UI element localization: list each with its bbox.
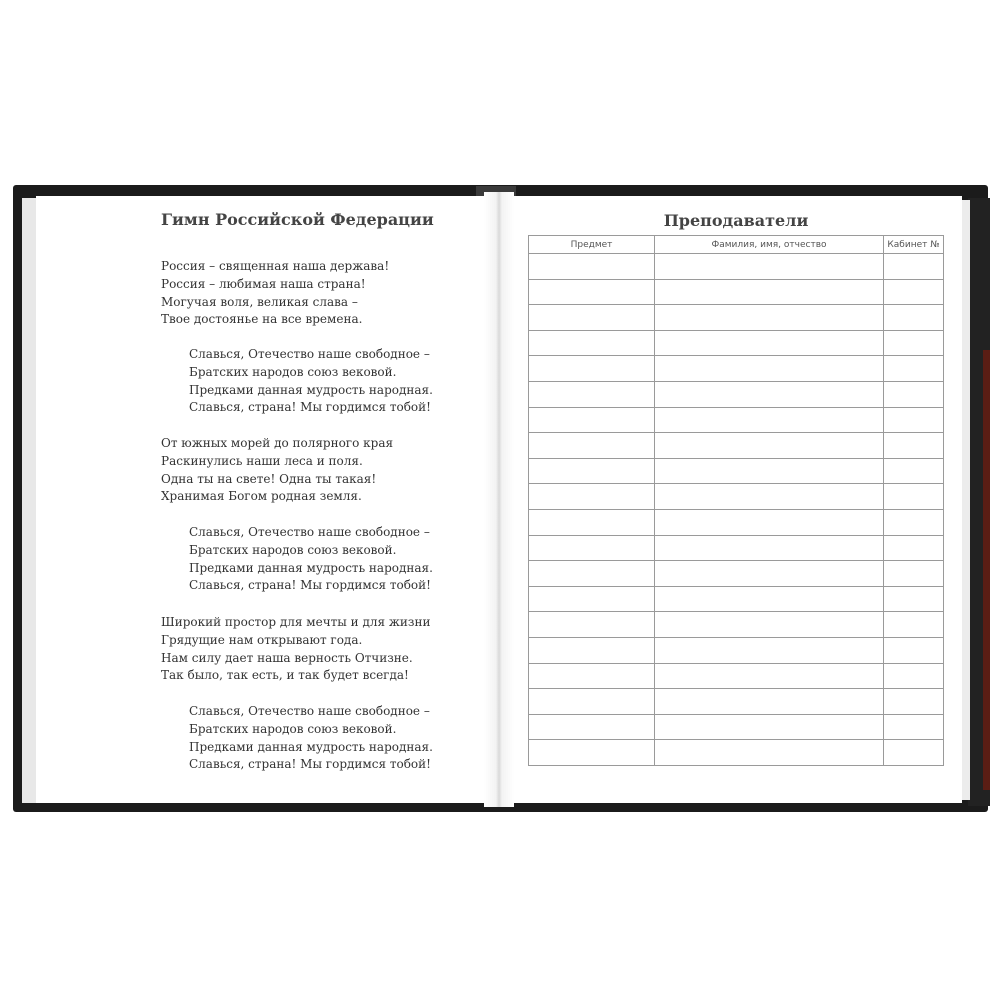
name-cell (655, 637, 884, 663)
table-row (529, 381, 944, 407)
table-row (529, 484, 944, 510)
anthem-line: Братских народов союз вековой. (189, 542, 397, 557)
name-cell (655, 279, 884, 305)
anthem-line: Одна ты на свете! Одна ты такая! (161, 471, 377, 486)
subject-cell (529, 279, 655, 305)
subject-cell (529, 535, 655, 561)
anthem-stanza (161, 614, 430, 685)
subject-cell (529, 714, 655, 740)
anthem-line: Грядущие нам открывают года. (161, 632, 363, 647)
room-cell (884, 254, 944, 280)
anthem-line: Славься, Отечество наше свободное – (189, 347, 430, 361)
teachers-title: Преподаватели (663, 211, 809, 230)
table-row (529, 279, 944, 305)
anthem-line: Раскинулись наши леса и поля. (161, 453, 363, 468)
cover-back-accent (983, 350, 990, 790)
anthem-line: Славься, страна! Мы гордимся тобой! (189, 578, 431, 593)
name-cell (655, 254, 884, 280)
subject-cell (529, 330, 655, 356)
table-row (529, 637, 944, 663)
anthem-line: Славься, страна! Мы гордимся тобой! (189, 757, 431, 772)
subject-cell (529, 561, 655, 587)
subject-cell (529, 509, 655, 535)
subject-cell (529, 663, 655, 689)
subject-cell (529, 305, 655, 331)
table-row (529, 663, 944, 689)
table-row (529, 356, 944, 382)
room-cell (884, 535, 944, 561)
anthem-line: Широкий простор для мечты и для жизни (161, 615, 431, 629)
name-cell (655, 356, 884, 382)
subject-cell (529, 381, 655, 407)
anthem-line: Могучая воля, великая слава – (161, 294, 358, 309)
book-spine (484, 192, 514, 807)
room-cell (884, 330, 944, 356)
table-row (529, 433, 944, 459)
name-cell (655, 740, 884, 766)
anthem-line: Так было, так есть, и так будет всегда! (161, 668, 409, 683)
name-cell (655, 612, 884, 638)
room-cell (884, 740, 944, 766)
table-row (529, 407, 944, 433)
table-row (529, 458, 944, 484)
subject-cell (529, 586, 655, 612)
table-row (529, 714, 944, 740)
room-cell (884, 509, 944, 535)
name-cell (655, 714, 884, 740)
table-row (529, 305, 944, 331)
anthem-line: Хранимая Богом родная земля. (161, 489, 362, 504)
room-cell (884, 279, 944, 305)
subject-cell (529, 740, 655, 766)
anthem-chorus (189, 703, 433, 774)
anthem-chorus (189, 346, 433, 417)
table-row (529, 740, 944, 766)
room-cell (884, 612, 944, 638)
anthem-title: Гимн Российской Федерации (161, 210, 434, 229)
column-header-subject: Предмет (529, 236, 655, 254)
anthem-stanza (161, 435, 393, 506)
table-row (529, 561, 944, 587)
room-cell (884, 586, 944, 612)
anthem-line: Нам силу дает наша верность Отчизне. (161, 650, 413, 665)
name-cell (655, 381, 884, 407)
name-cell (655, 535, 884, 561)
room-cell (884, 637, 944, 663)
room-cell (884, 458, 944, 484)
subject-cell (529, 689, 655, 715)
anthem-line: Братских народов союз вековой. (189, 364, 397, 379)
column-header-room: Кабинет № (884, 236, 944, 254)
subject-cell (529, 433, 655, 459)
room-cell (884, 689, 944, 715)
anthem-line: От южных морей до полярного края (161, 436, 394, 450)
name-cell (655, 586, 884, 612)
room-cell (884, 381, 944, 407)
anthem-line: Предками данная мудрость народная. (189, 560, 433, 575)
name-cell (655, 305, 884, 331)
subject-cell (529, 254, 655, 280)
room-cell (884, 433, 944, 459)
subject-cell (529, 637, 655, 663)
anthem-chorus (189, 524, 433, 595)
room-cell (884, 407, 944, 433)
name-cell (655, 561, 884, 587)
room-cell (884, 663, 944, 689)
anthem-line: Твое достоянье на все времена. (161, 312, 363, 327)
table-row (529, 254, 944, 280)
anthem-line: Россия – любимая наша страна! (161, 276, 366, 291)
room-cell (884, 305, 944, 331)
name-cell (655, 458, 884, 484)
table-row (529, 535, 944, 561)
teachers-header-row (529, 236, 944, 254)
subject-cell (529, 612, 655, 638)
name-cell (655, 433, 884, 459)
subject-cell (529, 458, 655, 484)
anthem-line: Предками данная мудрость народная. (189, 382, 433, 397)
teachers-table-body (529, 254, 944, 766)
subject-cell (529, 356, 655, 382)
subject-cell (529, 484, 655, 510)
name-cell (655, 509, 884, 535)
anthem-line: Славься, Отечество наше свободное – (189, 704, 430, 718)
table-row (529, 330, 944, 356)
table-row (529, 509, 944, 535)
teachers-table (528, 235, 944, 766)
room-cell (884, 356, 944, 382)
subject-cell (529, 407, 655, 433)
anthem-line: Славься, Отечество наше свободное – (189, 525, 430, 539)
anthem-stanza (161, 258, 389, 329)
table-row (529, 586, 944, 612)
name-cell (655, 689, 884, 715)
table-row (529, 612, 944, 638)
anthem-line: Братских народов союз вековой. (189, 721, 397, 736)
name-cell (655, 330, 884, 356)
name-cell (655, 663, 884, 689)
room-cell (884, 561, 944, 587)
room-cell (884, 714, 944, 740)
name-cell (655, 484, 884, 510)
room-cell (884, 484, 944, 510)
table-row (529, 689, 944, 715)
anthem-line: Славься, страна! Мы гордимся тобой! (189, 400, 431, 415)
column-header-name: Фамилия, имя, отчество (655, 236, 884, 254)
anthem-line: Россия – священная наша держава! (161, 259, 390, 273)
anthem-line: Предками данная мудрость народная. (189, 739, 433, 754)
name-cell (655, 407, 884, 433)
